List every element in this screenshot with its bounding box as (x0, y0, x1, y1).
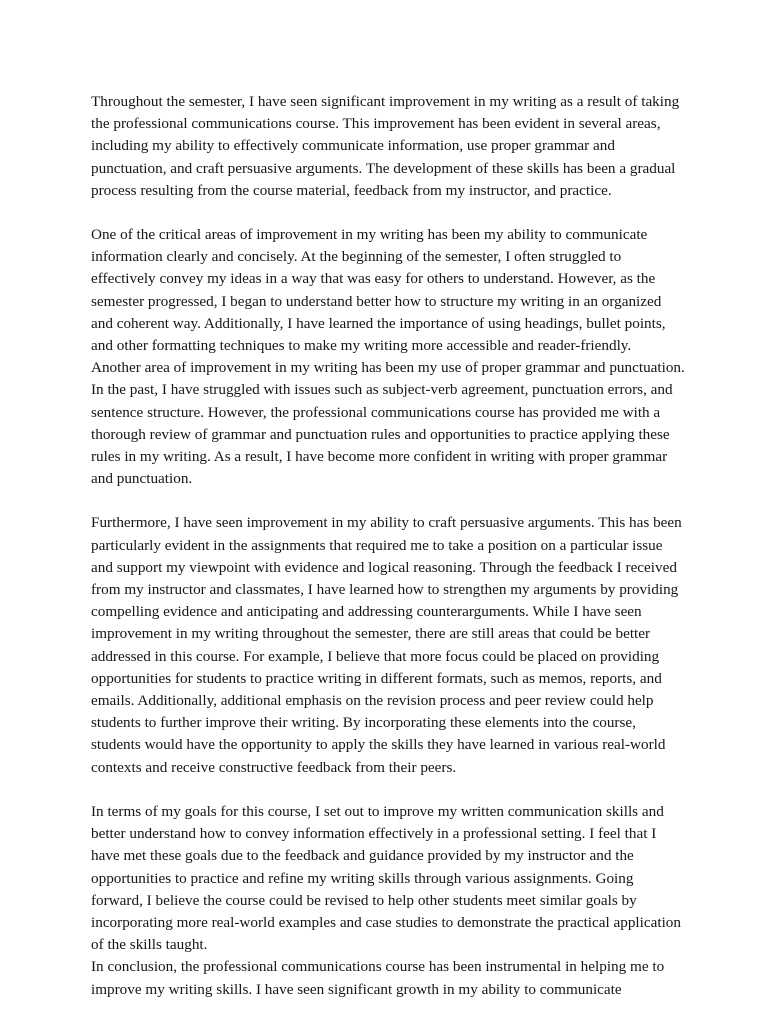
document-body (91, 91, 687, 1001)
paragraph-goals: In terms of my goals for this course, I set out to improve my written communication skills and better understand how to convey information effectively in a professional setting. I feel that I have met these goals due to the feedback and guidance provided by my instructor and the opportunities to practice and refine my writing skills through various assignments. Going forward, I believe the course could be revised to help other students meet similar goals by incorporating more real-world examples and case studies to demonstrate the practical application of the skills taught. (91, 802, 681, 954)
paragraph-clarity: One of the critical areas of improvement in my writing has been my ability to communicate information clearly and concisely. At the beginning of the semester, I often struggled to effectively convey my ideas in a way that was easy for others to understand. However, as the semester progressed, I began to understand better how to structure my writing in an organized and coherent way. Additionally, I have learned the importance of using headings, bullet points, and other formatting techniques to make my writing more accessible and reader-friendly. (91, 226, 666, 355)
paragraph-intro: Throughout the semester, I have seen significant improvement in my writing as a result of taking the professional communications course. This improvement has been evident in several areas, including my ability to effectively communicate information, use proper grammar and punctuation, and craft persuasive arguments. The development of these skills has been a gradual process resulting from the course material, feedback from my instructor, and practice. (91, 93, 680, 199)
paragraph-conclusion: In conclusion, the professional communications course has been instrumental in helping me to improve my writing skills. I have seen significant growth in my ability to communicate (91, 958, 665, 998)
paragraph-persuasion: Furthermore, I have seen improvement in my ability to craft persuasive arguments. This has been particularly evident in the assignments that required me to take a position on a particular issue and support my viewpoint with evidence and logical reasoning. Through the feedback I received from my instructor and classmates, I have learned how to strengthen my arguments by providing compelling evidence and anticipating and addressing counterarguments. While I have seen improvement in my writing throughout the semester, there are still areas that could be better addressed in this course. For example, I believe that more focus could be placed on providing opportunities for students to practice writing in different formats, such as memos, reports, and emails. Additionally, additional emphasis on the revision process and peer review could help students to further improve their writing. By incorporating these elements into the course, students would have the opportunity to apply the skills they have learned in various real-world contexts and receive constructive feedback from their peers. (91, 514, 682, 776)
paragraph-grammar: Another area of improvement in my writing has been my use of proper grammar and punctuation. In the past, I have struggled with issues such as subject-verb agreement, punctuation errors, and sentence structure. However, the professional communications course has provided me with a thorough review of grammar and punctuation rules and opportunities to practice applying these rules in my writing. As a result, I have become more confident in writing with proper grammar and punctuation. (91, 359, 685, 488)
